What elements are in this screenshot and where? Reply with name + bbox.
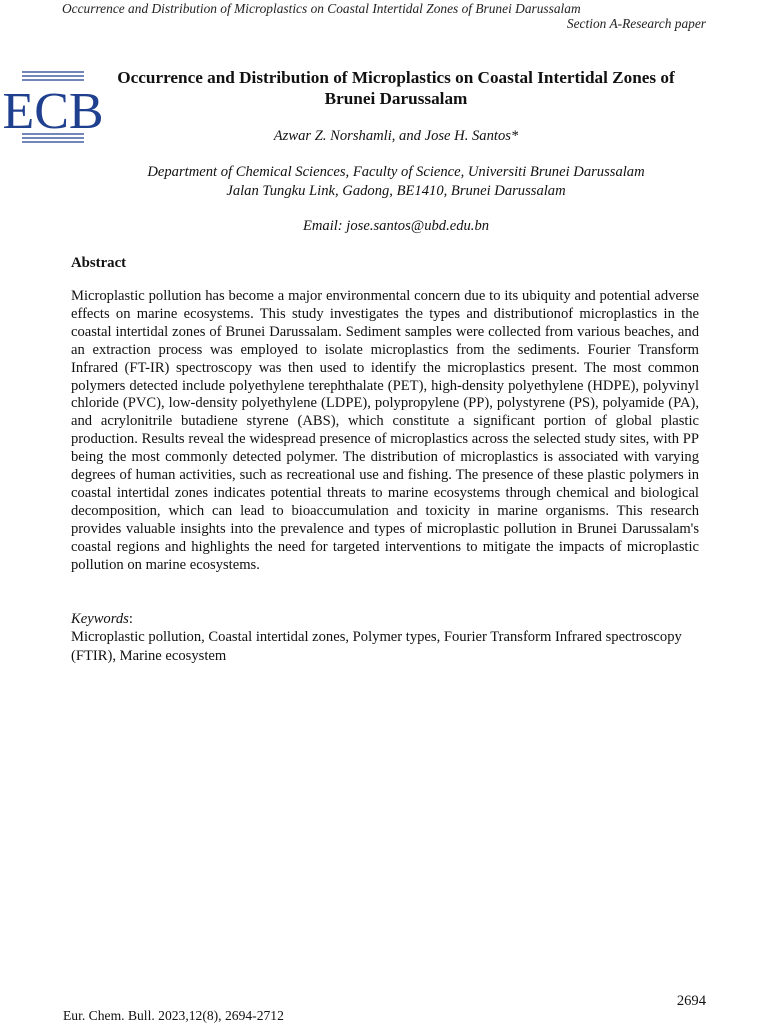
keywords-label-text: Keywords — [71, 611, 129, 627]
keywords-separator: : — [128, 611, 133, 627]
section-label: Section A-Research paper — [566, 16, 706, 31]
page-number: 2694 — [676, 993, 706, 1009]
title-line-1: Occurrence and Distribution of Microplastics on Coastal Intertidal Zones of — [117, 68, 675, 87]
paper-title — [96, 67, 696, 109]
affiliation-line-1: Department of Chemical Sciences, Faculty of Science, Universiti Brunei Darussalam — [147, 164, 645, 180]
affiliation — [96, 163, 696, 201]
contact-email: Email: jose.santos@ubd.edu.bn — [302, 218, 490, 234]
abstract-body: Microplastic pollution has become a major environmental concern due to its ubiquity and potential adverse effects on marine ecosystems. This study investigates the types and distributionof microplastics in the coastal intertidal zones of Brunei Darussalam. Sediment samples were collected from various beaches, and an extraction process was employed to isolate microplastics from the sediments. Fourier Transform Infrared (FT-IR) spectroscopy was then used to identify the microplastics present. The most common polymers detected include polyethylene terephthalate (PET), high-density polyethylene (HDPE), polyvinyl chloride (PVC), low-density polyethylene (LDPE), polypropylene (PP), polystyrene (PS), polyamide (PA), and acrylonitrile butadiene styrene (ABS), which constitute a significant portion of global plastic production. Results reveal the widespread presence of microplastics across the selected study sites, with PP being the most commonly detected polymer. The distribution of microplastics is associated with varying degrees of human activities, such as recreational use and fishing. The presence of these plastic polymers in coastal intertidal zones indicates potential threats to marine ecosystems through chemical and biological decomposition, which can lead to bioaccumulation and toxicity in marine organisms. This research provides valuable insights into the prevalence and types of microplastic pollution in Brunei Darussalam's coastal regions and highlights the need for targeted interventions to mitigate the impacts of microplastic pollution on marine ecosystems. — [71, 288, 699, 573]
keywords-label — [71, 610, 133, 628]
affiliation-line-2: Jalan Tungku Link, Gadong, BE1410, Brunei Darussalam — [226, 183, 566, 199]
journal-logo — [2, 64, 104, 150]
logo-lettering: ECB — [2, 83, 104, 140]
abstract-heading: Abstract — [71, 255, 127, 271]
journal-citation: Eur. Chem. Bull. 2023,12(8), 2694-2712 — [63, 1008, 284, 1023]
running-title: Occurrence and Distribution of Microplastics on Coastal Intertidal Zones of Brunei Darussalam — [62, 1, 581, 16]
author-list: Azwar Z. Norshamli, and Jose H. Santos* — [273, 128, 519, 144]
keywords-list: Microplastic pollution, Coastal intertidal zones, Polymer types, Fourier Transform Infrared spectroscopy (FTIR), Marine ecosystem — [71, 629, 682, 664]
title-line-2: Brunei Darussalam — [324, 89, 468, 108]
